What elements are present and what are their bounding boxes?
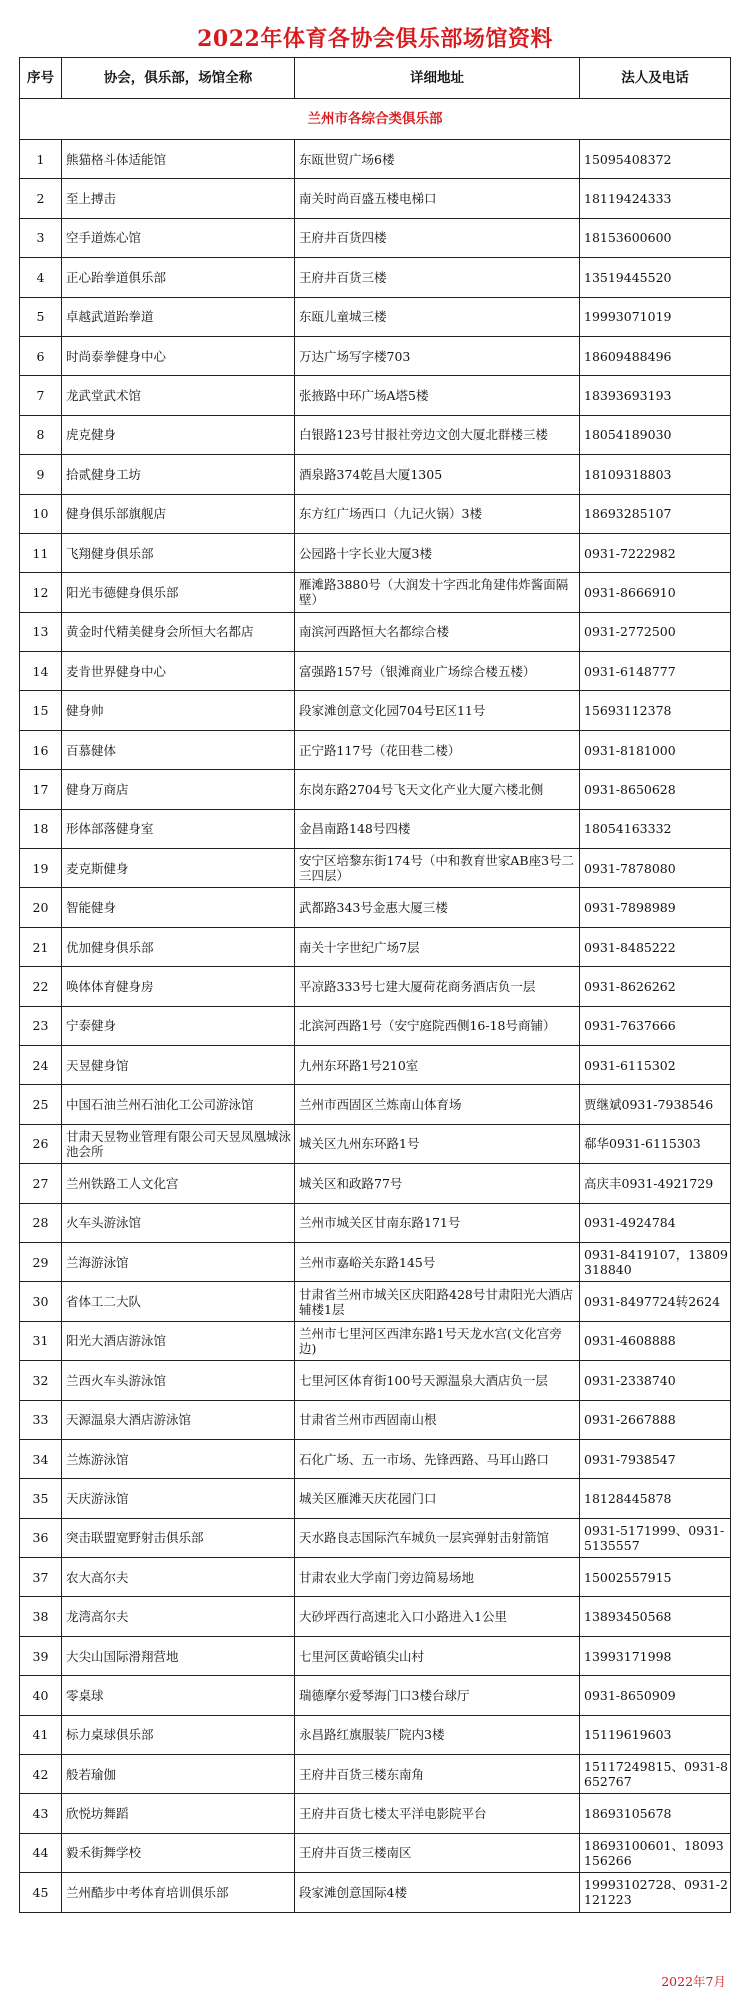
- row-index: 1: [20, 140, 62, 179]
- row-index: 2: [20, 179, 62, 218]
- row-address: 金昌南路148号四楼: [295, 809, 580, 848]
- table-row: [20, 218, 731, 257]
- row-contact: 19993071019: [580, 297, 731, 336]
- row-contact: 18153600600: [580, 218, 731, 257]
- row-address: 王府井百货三楼南区: [295, 1833, 580, 1872]
- row-contact: 13893450568: [580, 1597, 731, 1636]
- row-contact: 19993102728、0931-2121223: [580, 1873, 731, 1912]
- table-row: [20, 967, 731, 1006]
- row-address: 南滨河西路恒大名都综合楼: [295, 612, 580, 651]
- table-row: [20, 770, 731, 809]
- row-name: 健身俱乐部旗舰店: [62, 494, 295, 533]
- row-name: 毅禾街舞学校: [62, 1833, 295, 1872]
- row-contact: 0931-8419107，13809318840: [580, 1242, 731, 1281]
- row-address: 天水路良志国际汽车城负一层宾弹射击射箭馆: [295, 1518, 580, 1557]
- row-name: 天源温泉大酒店游泳馆: [62, 1400, 295, 1439]
- row-index: 7: [20, 376, 62, 415]
- row-contact: 18693285107: [580, 494, 731, 533]
- row-contact: 0931-6115302: [580, 1045, 731, 1084]
- table-row: [20, 573, 731, 612]
- row-address: 白银路123号甘报社旁边文创大厦北群楼三楼: [295, 415, 580, 454]
- row-contact: 0931-6148777: [580, 652, 731, 691]
- row-contact: 18128445878: [580, 1479, 731, 1518]
- row-index: 24: [20, 1045, 62, 1084]
- row-name: 兰州铁路工人文化宫: [62, 1164, 295, 1203]
- row-name: 阳光大酒店游泳馆: [62, 1321, 295, 1360]
- row-address: 王府井百货三楼东南角: [295, 1755, 580, 1794]
- row-address: 城关区雁滩天庆花园门口: [295, 1479, 580, 1518]
- table-row: [20, 494, 731, 533]
- row-address: 甘肃农业大学南门旁边简易场地: [295, 1558, 580, 1597]
- row-name: 大尖山国际滑翔营地: [62, 1636, 295, 1675]
- table-row: [20, 730, 731, 769]
- row-address: 东瓯儿童城三楼: [295, 297, 580, 336]
- row-address: 武都路343号金惠大厦三楼: [295, 888, 580, 927]
- row-address: 段家滩创意国际4楼: [295, 1873, 580, 1912]
- row-index: 15: [20, 691, 62, 730]
- row-index: 35: [20, 1479, 62, 1518]
- row-contact: 0931-4608888: [580, 1321, 731, 1360]
- row-name: 兰州酷步中考体育培训俱乐部: [62, 1873, 295, 1912]
- table-row: [20, 1045, 731, 1084]
- row-address: 东方红广场西口（九记火锅）3楼: [295, 494, 580, 533]
- row-index: 13: [20, 612, 62, 651]
- row-contact: 15117249815、0931-8652767: [580, 1755, 731, 1794]
- table-row: [20, 927, 731, 966]
- row-name: 天昱健身馆: [62, 1045, 295, 1084]
- row-contact: 15693112378: [580, 691, 731, 730]
- row-name: 健身万商店: [62, 770, 295, 809]
- row-address: 南关时尚百盛五楼电梯口: [295, 179, 580, 218]
- row-contact: 0931-2772500: [580, 612, 731, 651]
- row-contact: 15095408372: [580, 140, 731, 179]
- row-name: 突击联盟宽野射击俱乐部: [62, 1518, 295, 1557]
- row-address: 九州东环路1号210室: [295, 1045, 580, 1084]
- row-index: 17: [20, 770, 62, 809]
- table-row: [20, 455, 731, 494]
- row-contact: 18693105678: [580, 1794, 731, 1833]
- row-contact: 13519445520: [580, 258, 731, 297]
- row-name: 至上搏击: [62, 179, 295, 218]
- row-name: 正心跆拳道俱乐部: [62, 258, 295, 297]
- row-index: 22: [20, 967, 62, 1006]
- row-address: 王府井百货七楼太平洋电影院平台: [295, 1794, 580, 1833]
- table-row: [20, 1321, 731, 1360]
- row-contact: 0931-8650628: [580, 770, 731, 809]
- row-name: 般若瑜伽: [62, 1755, 295, 1794]
- row-contact: 0931-7938547: [580, 1439, 731, 1478]
- row-name: 百慕健体: [62, 730, 295, 769]
- row-name: 兰西火车头游泳馆: [62, 1361, 295, 1400]
- row-contact: 0931-7637666: [580, 1006, 731, 1045]
- row-index: 25: [20, 1085, 62, 1124]
- row-index: 28: [20, 1203, 62, 1242]
- row-contact: 18693100601、18093156266: [580, 1833, 731, 1872]
- row-name: 健身帅: [62, 691, 295, 730]
- table-row: [20, 849, 731, 888]
- row-name: 龙湾高尔夫: [62, 1597, 295, 1636]
- venue-table: [19, 57, 731, 1913]
- row-name: 熊猫格斗体适能馆: [62, 140, 295, 179]
- row-index: 34: [20, 1439, 62, 1478]
- row-name: 优加健身俱乐部: [62, 927, 295, 966]
- table-row: [20, 533, 731, 572]
- row-contact: 0931-7222982: [580, 533, 731, 572]
- row-name: 智能健身: [62, 888, 295, 927]
- row-address: 王府井百货三楼: [295, 258, 580, 297]
- table-row: [20, 1597, 731, 1636]
- row-address: 甘肃省兰州市西固南山根: [295, 1400, 580, 1439]
- table-row: [20, 1479, 731, 1518]
- row-name: 农大高尔夫: [62, 1558, 295, 1597]
- header-name: 协会，俱乐部，场馆全称: [62, 58, 295, 99]
- table-row: [20, 1203, 731, 1242]
- row-contact: 15002557915: [580, 1558, 731, 1597]
- table-row: [20, 1282, 731, 1321]
- row-contact: 0931-8497724转2624: [580, 1282, 731, 1321]
- section-row: [20, 99, 731, 140]
- row-address: 东瓯世贸广场6楼: [295, 140, 580, 179]
- row-index: 37: [20, 1558, 62, 1597]
- row-index: 40: [20, 1676, 62, 1715]
- row-name: 天庆游泳馆: [62, 1479, 295, 1518]
- table-row: [20, 612, 731, 651]
- table-row: [20, 1400, 731, 1439]
- row-address: 兰州市嘉峪关东路145号: [295, 1242, 580, 1281]
- row-contact: 0931-2338740: [580, 1361, 731, 1400]
- row-index: 8: [20, 415, 62, 454]
- row-name: 形体部落健身室: [62, 809, 295, 848]
- row-address: 城关区九州东环路1号: [295, 1124, 580, 1163]
- row-index: 29: [20, 1242, 62, 1281]
- row-contact: 郗华0931-6115303: [580, 1124, 731, 1163]
- row-name: 阳光韦德健身俱乐部: [62, 573, 295, 612]
- row-index: 12: [20, 573, 62, 612]
- row-name: 时尚泰拳健身中心: [62, 336, 295, 375]
- row-address: 东岗东路2704号飞天文化产业大厦六楼北侧: [295, 770, 580, 809]
- row-address: 城关区和政路77号: [295, 1164, 580, 1203]
- row-address: 兰州市西固区兰炼南山体育场: [295, 1085, 580, 1124]
- row-index: 30: [20, 1282, 62, 1321]
- table-row: [20, 1676, 731, 1715]
- row-name: 欣悦坊舞蹈: [62, 1794, 295, 1833]
- row-name: 唤体体育健身房: [62, 967, 295, 1006]
- row-contact: 0931-7878080: [580, 849, 731, 888]
- row-contact: 18054163332: [580, 809, 731, 848]
- row-index: 4: [20, 258, 62, 297]
- row-contact: 15119619603: [580, 1715, 731, 1754]
- row-name: 飞翔健身俱乐部: [62, 533, 295, 572]
- document-title: 2022年体育各协会俱乐部场馆资料: [197, 26, 553, 52]
- row-contact: 0931-8650909: [580, 1676, 731, 1715]
- row-name: 拾贰健身工坊: [62, 455, 295, 494]
- table-row: [20, 336, 731, 375]
- row-contact: 0931-8666910: [580, 573, 731, 612]
- table-row: [20, 1164, 731, 1203]
- header-index: 序号: [20, 58, 62, 99]
- row-address: 永昌路红旗服装厂院内3楼: [295, 1715, 580, 1754]
- row-name: 黄金时代精美健身会所恒大名都店: [62, 612, 295, 651]
- footer-date: 2022年7月: [661, 1974, 726, 1989]
- row-name: 兰炼游泳馆: [62, 1439, 295, 1478]
- row-address: 平凉路333号七建大厦荷花商务酒店负一层: [295, 967, 580, 1006]
- row-index: 21: [20, 927, 62, 966]
- row-address: 瑞德摩尔爱琴海门口3楼台球厅: [295, 1676, 580, 1715]
- row-address: 雁滩路3880号（大润发十字西北角建伟炸酱面隔壁）: [295, 573, 580, 612]
- row-index: 44: [20, 1833, 62, 1872]
- row-name: 零桌球: [62, 1676, 295, 1715]
- row-contact: 18054189030: [580, 415, 731, 454]
- table-row: [20, 258, 731, 297]
- row-contact: 0931-2667888: [580, 1400, 731, 1439]
- row-index: 23: [20, 1006, 62, 1045]
- row-index: 6: [20, 336, 62, 375]
- table-row: [20, 1242, 731, 1281]
- table-row: [20, 376, 731, 415]
- row-address: 张掖路中环广场A塔5楼: [295, 376, 580, 415]
- row-name: 虎克健身: [62, 415, 295, 454]
- table-row: [20, 809, 731, 848]
- row-contact: 18109318803: [580, 455, 731, 494]
- row-contact: 0931-5171999、0931-5135557: [580, 1518, 731, 1557]
- table-row: [20, 888, 731, 927]
- row-address: 石化广场、五一市场、先锋西路、马耳山路口: [295, 1439, 580, 1478]
- row-index: 43: [20, 1794, 62, 1833]
- row-index: 20: [20, 888, 62, 927]
- table-row: [20, 1873, 731, 1912]
- table-row: [20, 1715, 731, 1754]
- row-name: 宁泰健身: [62, 1006, 295, 1045]
- row-name: 麦肯世界健身中心: [62, 652, 295, 691]
- row-index: 16: [20, 730, 62, 769]
- row-index: 45: [20, 1873, 62, 1912]
- row-address: 北滨河西路1号（安宁庭院西侧16-18号商铺）: [295, 1006, 580, 1045]
- row-index: 33: [20, 1400, 62, 1439]
- row-address: 兰州市七里河区西津东路1号天龙水宫(文化宫旁边): [295, 1321, 580, 1360]
- row-address: 七里河区体育街100号天源温泉大酒店负一层: [295, 1361, 580, 1400]
- row-index: 14: [20, 652, 62, 691]
- row-name: 火车头游泳馆: [62, 1203, 295, 1242]
- row-index: 32: [20, 1361, 62, 1400]
- row-contact: 18119424333: [580, 179, 731, 218]
- table-row: [20, 1636, 731, 1675]
- table-row: [20, 179, 731, 218]
- row-index: 36: [20, 1518, 62, 1557]
- table-row: [20, 297, 731, 336]
- row-contact: 0931-4924784: [580, 1203, 731, 1242]
- table-row: [20, 652, 731, 691]
- row-address: 万达广场写字楼703: [295, 336, 580, 375]
- table-row: [20, 1085, 731, 1124]
- row-address: 兰州市城关区甘南东路171号: [295, 1203, 580, 1242]
- row-address: 南关十字世纪广场7层: [295, 927, 580, 966]
- row-address: 大砂坪西行高速北入口小路进入1公里: [295, 1597, 580, 1636]
- row-contact: 18609488496: [580, 336, 731, 375]
- row-index: 26: [20, 1124, 62, 1163]
- row-index: 5: [20, 297, 62, 336]
- row-contact: 高庆丰0931-4921729: [580, 1164, 731, 1203]
- table-header-row: [20, 58, 731, 99]
- row-address: 安宁区培黎东街174号（中和教育世家AB座3号二三四层）: [295, 849, 580, 888]
- row-index: 39: [20, 1636, 62, 1675]
- table-row: [20, 1361, 731, 1400]
- row-index: 27: [20, 1164, 62, 1203]
- row-contact: 0931-8181000: [580, 730, 731, 769]
- row-name: 兰海游泳馆: [62, 1242, 295, 1281]
- row-address: 段家滩创意文化园704号E区11号: [295, 691, 580, 730]
- section-label: 兰州市各综合类俱乐部: [20, 99, 731, 140]
- table-row: [20, 1755, 731, 1794]
- table-row: [20, 140, 731, 179]
- row-contact: 0931-7898989: [580, 888, 731, 927]
- row-index: 38: [20, 1597, 62, 1636]
- header-address: 详细地址: [295, 58, 580, 99]
- row-index: 10: [20, 494, 62, 533]
- row-contact: 13993171998: [580, 1636, 731, 1675]
- row-index: 31: [20, 1321, 62, 1360]
- row-contact: 0931-8485222: [580, 927, 731, 966]
- table-row: [20, 1006, 731, 1045]
- table-row: [20, 1833, 731, 1872]
- table-row: [20, 691, 731, 730]
- row-name: 标力桌球俱乐部: [62, 1715, 295, 1754]
- row-address: 甘肃省兰州市城关区庆阳路428号甘肃阳光大酒店辅楼1层: [295, 1282, 580, 1321]
- row-index: 41: [20, 1715, 62, 1754]
- row-name: 中国石油兰州石油化工公司游泳馆: [62, 1085, 295, 1124]
- table-row: [20, 1439, 731, 1478]
- row-address: 富强路157号（银滩商业广场综合楼五楼）: [295, 652, 580, 691]
- row-contact: 0931-8626262: [580, 967, 731, 1006]
- header-contact: 法人及电话: [580, 58, 731, 99]
- row-name: 空手道炼心馆: [62, 218, 295, 257]
- row-index: 9: [20, 455, 62, 494]
- table-row: [20, 1558, 731, 1597]
- row-address: 公园路十字长业大厦3楼: [295, 533, 580, 572]
- row-address: 正宁路117号（花田巷二楼）: [295, 730, 580, 769]
- row-index: 3: [20, 218, 62, 257]
- row-index: 18: [20, 809, 62, 848]
- row-name: 麦克斯健身: [62, 849, 295, 888]
- row-contact: 18393693193: [580, 376, 731, 415]
- row-address: 七里河区黄峪镇尖山村: [295, 1636, 580, 1675]
- row-address: 王府井百货四楼: [295, 218, 580, 257]
- row-index: 42: [20, 1755, 62, 1794]
- row-index: 11: [20, 533, 62, 572]
- row-contact: 贾继斌0931-7938546: [580, 1085, 731, 1124]
- row-name: 龙武堂武术馆: [62, 376, 295, 415]
- row-name: 甘肃天昱物业管理有限公司天昱凤凰城泳池会所: [62, 1124, 295, 1163]
- row-address: 酒泉路374乾昌大厦1305: [295, 455, 580, 494]
- table-row: [20, 1124, 731, 1163]
- row-name: 卓越武道跆拳道: [62, 297, 295, 336]
- row-name: 省体工二大队: [62, 1282, 295, 1321]
- table-row: [20, 1794, 731, 1833]
- table-row: [20, 415, 731, 454]
- row-index: 19: [20, 849, 62, 888]
- table-row: [20, 1518, 731, 1557]
